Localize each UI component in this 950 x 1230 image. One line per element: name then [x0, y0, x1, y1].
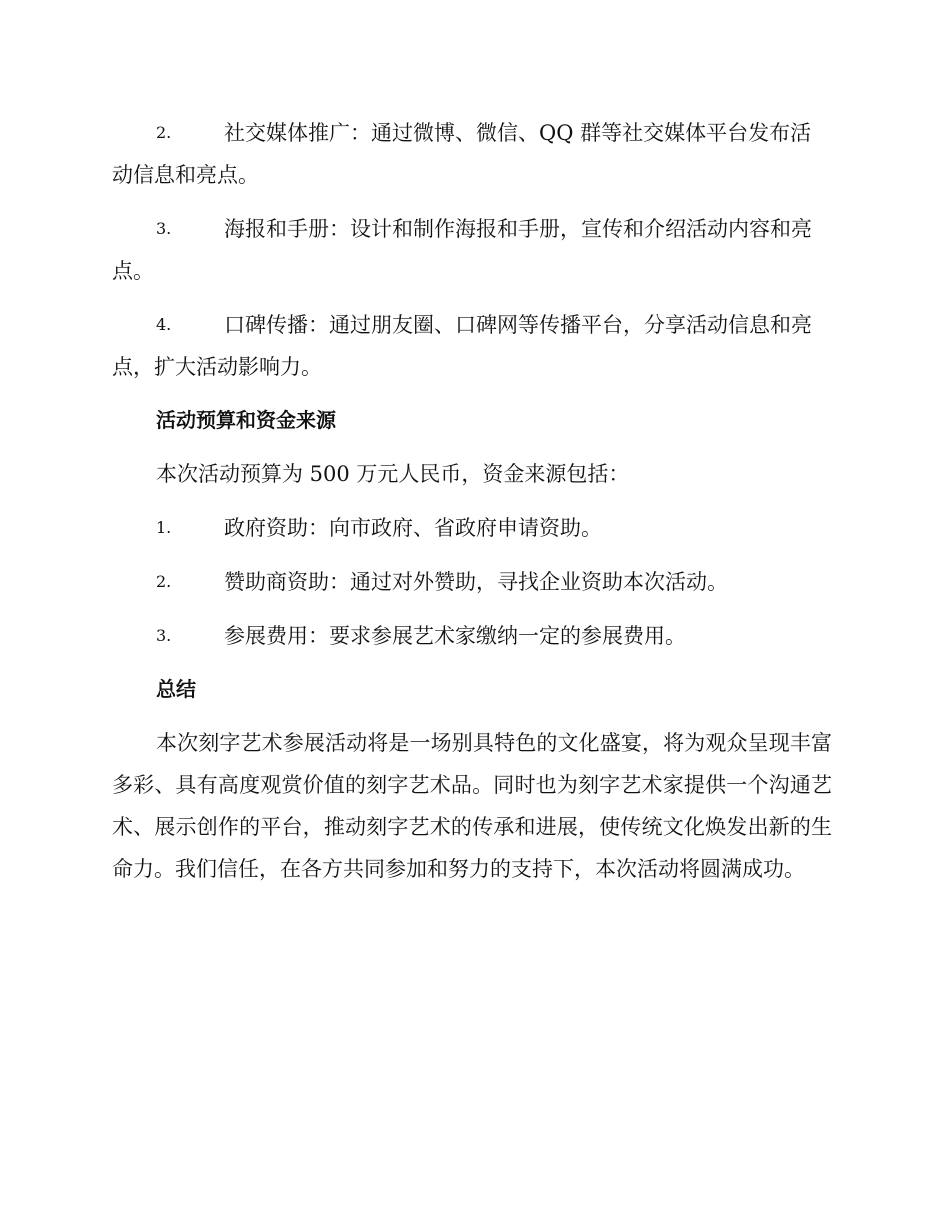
- section-heading-budget: 活动预算和资金来源: [156, 408, 336, 432]
- list-text: 口碑传播：通过朋友圈、口碑网等传播平台，分享活动信息和亮点，扩大活动影响力。: [112, 313, 812, 379]
- list-item: [112, 561, 832, 603]
- list-number: 1.: [156, 518, 172, 537]
- list-number: 3.: [156, 219, 172, 238]
- summary-paragraph: 本次刻字艺术参展活动将是一场别具特色的文化盛宴，将为观众呈现丰富多彩、具有高度观赏价值的刻字艺术品。同时也为刻字艺术家提供一个沟通艺术、展示创作的平台，推动刻字艺术的传承和进展，使传统文化焕发出新的生命力。我们信任，在各方共同参加和努力的支持下，本次活动将圆满成功。: [112, 731, 832, 881]
- budget-intro: 本次活动预算为 500 万元人民币，资金来源包括：: [156, 462, 630, 486]
- list-item: [112, 615, 832, 657]
- list-text: 参展费用：要求参展艺术家缴纳一定的参展费用。: [224, 624, 686, 648]
- list-item: [112, 112, 832, 196]
- list-item: [112, 208, 832, 292]
- list-text: 赞助商资助：通过对外赞助，寻找企业资助本次活动。: [224, 570, 728, 594]
- document-body: [112, 112, 832, 902]
- list-text: 社交媒体推广：通过微博、微信、QQ 群等社交媒体平台发布活动信息和亮点。: [112, 121, 812, 187]
- list-item: [112, 304, 832, 388]
- list-number: 3.: [156, 626, 172, 645]
- list-item: [112, 507, 832, 549]
- section-heading-summary: 总结: [156, 677, 196, 701]
- list-text: 海报和手册：设计和制作海报和手册，宣传和介绍活动内容和亮点。: [112, 217, 812, 283]
- list-number: 4.: [156, 315, 172, 334]
- list-number: 2.: [156, 123, 172, 142]
- list-number: 2.: [156, 572, 172, 591]
- list-text: 政府资助：向市政府、省政府申请资助。: [224, 516, 602, 540]
